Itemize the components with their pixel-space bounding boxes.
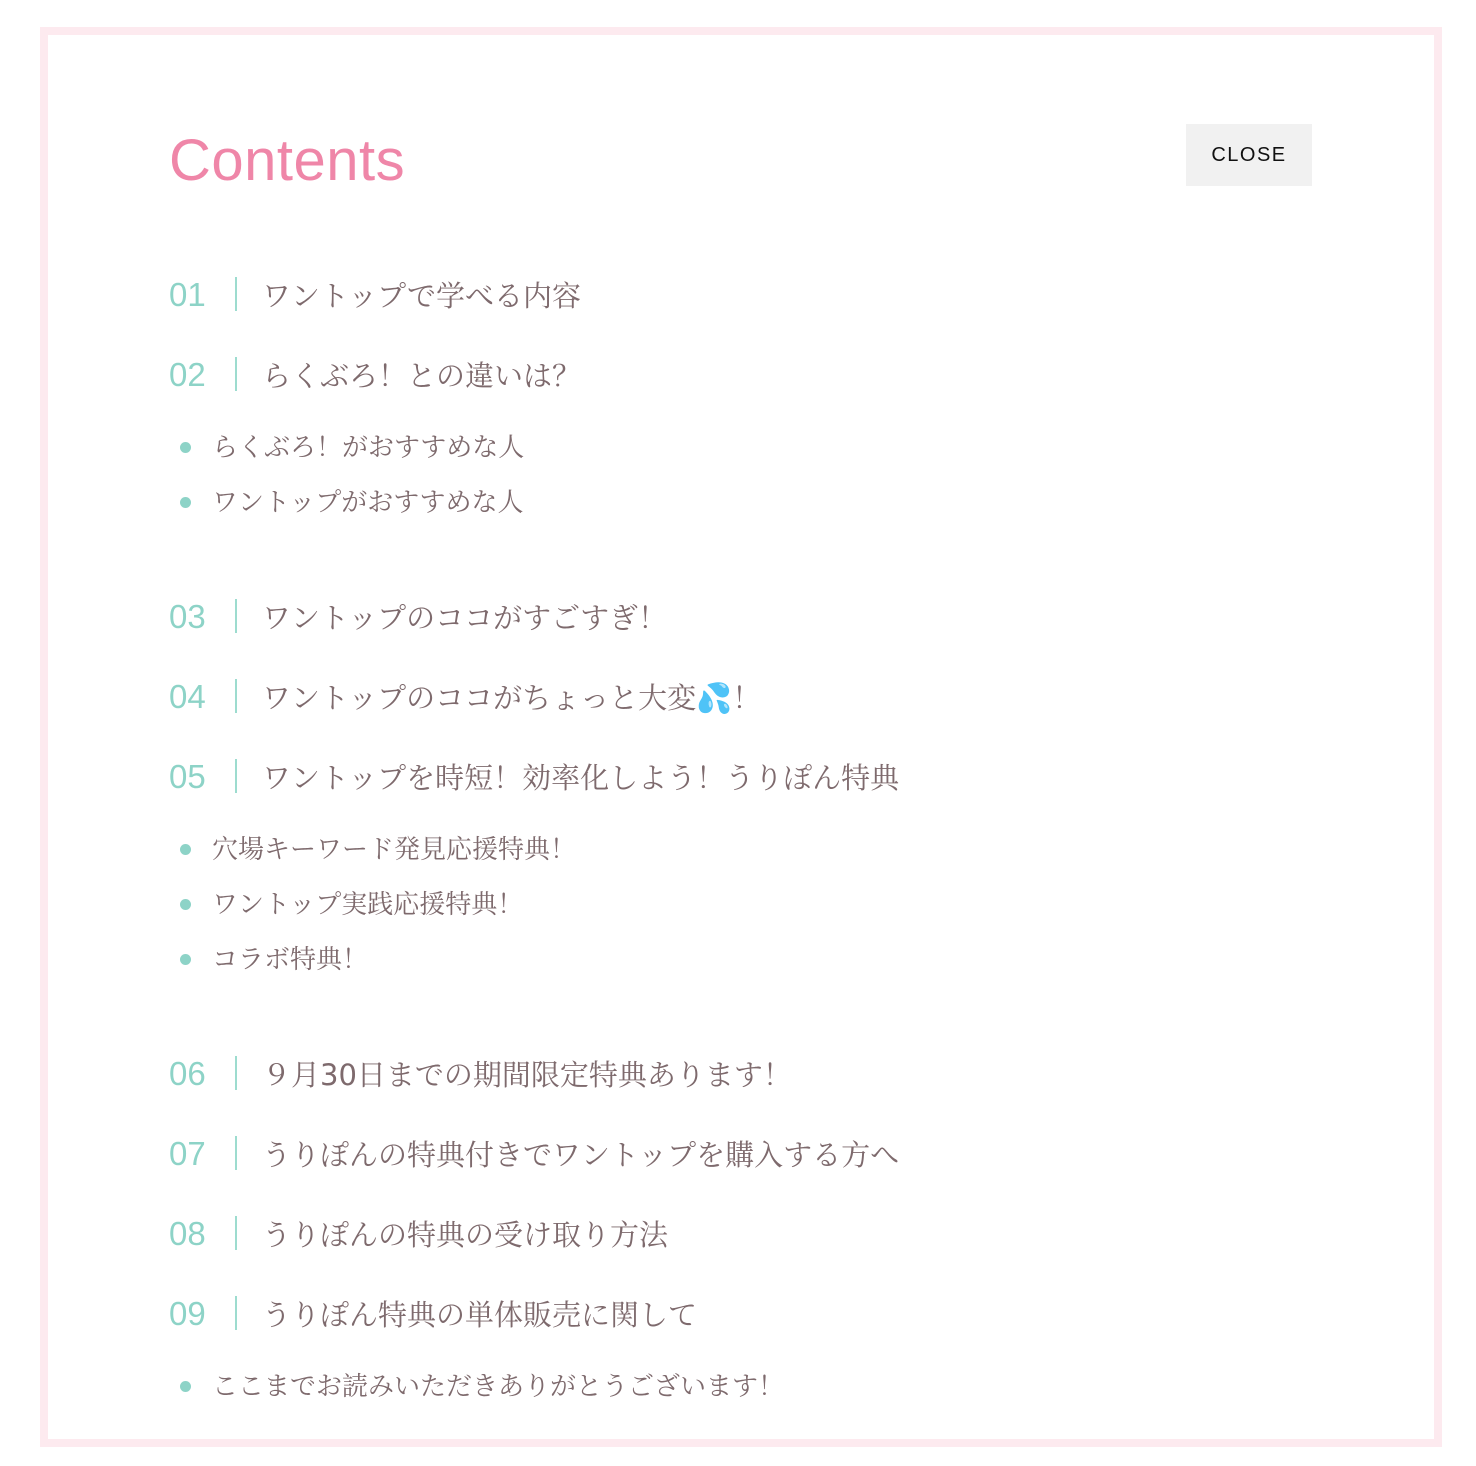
toc-subitem[interactable]	[169, 932, 1269, 987]
toc-subitem-label[interactable]: ここまでお読みいただきありがとうございます！	[212, 1372, 785, 1402]
toc-item-separator	[235, 1216, 237, 1250]
toc-item-separator	[235, 599, 237, 633]
toc-item-07[interactable]	[169, 1114, 1269, 1194]
toc-subitem-label[interactable]: 穴場キーワード発見応援特典！	[212, 835, 577, 865]
toc-subitem-label[interactable]: ワントップ実践応援特典！	[212, 890, 524, 920]
toc-item-09[interactable]	[169, 1274, 1269, 1354]
toc-item-label[interactable]: ９月30日までの期間限定特典あります！	[262, 1058, 792, 1092]
toc-subitem[interactable]	[169, 877, 1269, 932]
bullet-dot-icon	[180, 1381, 191, 1392]
toc-item-label[interactable]: ワントップを時短！効率化しよう！うりぽん特典	[262, 761, 900, 795]
toc-subitem-label[interactable]: ワントップがおすすめな人	[212, 488, 524, 518]
toc-item-04[interactable]	[169, 657, 1269, 737]
toc-item-number: 02	[169, 356, 206, 393]
toc-item-number: 07	[169, 1135, 206, 1172]
toc-subitem-label[interactable]: コラボ特典！	[212, 945, 369, 975]
bullet-dot-icon	[180, 497, 191, 508]
toc-item-number: 01	[169, 276, 206, 313]
bullet-dot-icon	[180, 899, 191, 910]
toc-subitems	[169, 415, 1269, 577]
toc-item-number: 09	[169, 1295, 206, 1332]
toc-item-08[interactable]	[169, 1194, 1269, 1274]
toc-item-03[interactable]	[169, 577, 1269, 657]
toc-item-number: 05	[169, 758, 206, 795]
toc-item-separator	[235, 759, 237, 793]
contents-title: Contents	[169, 128, 406, 193]
bullet-dot-icon	[180, 844, 191, 855]
toc-item-02[interactable]	[169, 335, 1269, 415]
toc-item-number: 04	[169, 678, 206, 715]
toc-item-05[interactable]	[169, 737, 1269, 817]
toc-item-label[interactable]: うりぽんの特典付きでワントップを購入する方へ	[262, 1138, 900, 1172]
toc-item-separator	[235, 1056, 237, 1090]
toc-subitem[interactable]	[169, 822, 1269, 877]
toc-subitems	[169, 817, 1269, 1034]
toc-item-label[interactable]: ワントップのココがすごすぎ！	[262, 601, 668, 635]
toc-item-label[interactable]: らくぶろ！との違いは？	[262, 359, 582, 393]
toc-subitem[interactable]	[169, 420, 1269, 475]
toc-item-number: 03	[169, 598, 206, 635]
toc-item-separator	[235, 357, 237, 391]
toc-item-separator	[235, 1136, 237, 1170]
toc-item-separator	[235, 679, 237, 713]
toc-subitem-label[interactable]: らくぶろ！がおすすめな人	[212, 433, 525, 463]
contents-modal	[40, 27, 1442, 1447]
toc-item-01[interactable]	[169, 255, 1269, 335]
toc-item-separator	[235, 277, 237, 311]
toc-item-label[interactable]: ワントップで学べる内容	[262, 279, 582, 313]
toc-item-number: 06	[169, 1055, 206, 1092]
toc-item-label[interactable]: うりぽん特典の単体販売に関して	[262, 1298, 698, 1332]
toc-subitem[interactable]	[169, 475, 1269, 530]
bullet-dot-icon	[180, 954, 191, 965]
toc-item-label[interactable]: ワントップのココがちょっと大変💦！	[262, 681, 762, 715]
toc-subitems	[169, 1354, 1269, 1461]
toc-item-number: 08	[169, 1215, 206, 1252]
toc-item-separator	[235, 1296, 237, 1330]
toc-item-06[interactable]	[169, 1034, 1269, 1114]
bullet-dot-icon	[180, 442, 191, 453]
toc-item-label[interactable]: うりぽんの特典の受け取り方法	[262, 1218, 669, 1252]
close-button[interactable]: CLOSE	[1186, 124, 1312, 186]
table-of-contents	[169, 255, 1269, 1461]
toc-subitem[interactable]	[169, 1359, 1269, 1414]
